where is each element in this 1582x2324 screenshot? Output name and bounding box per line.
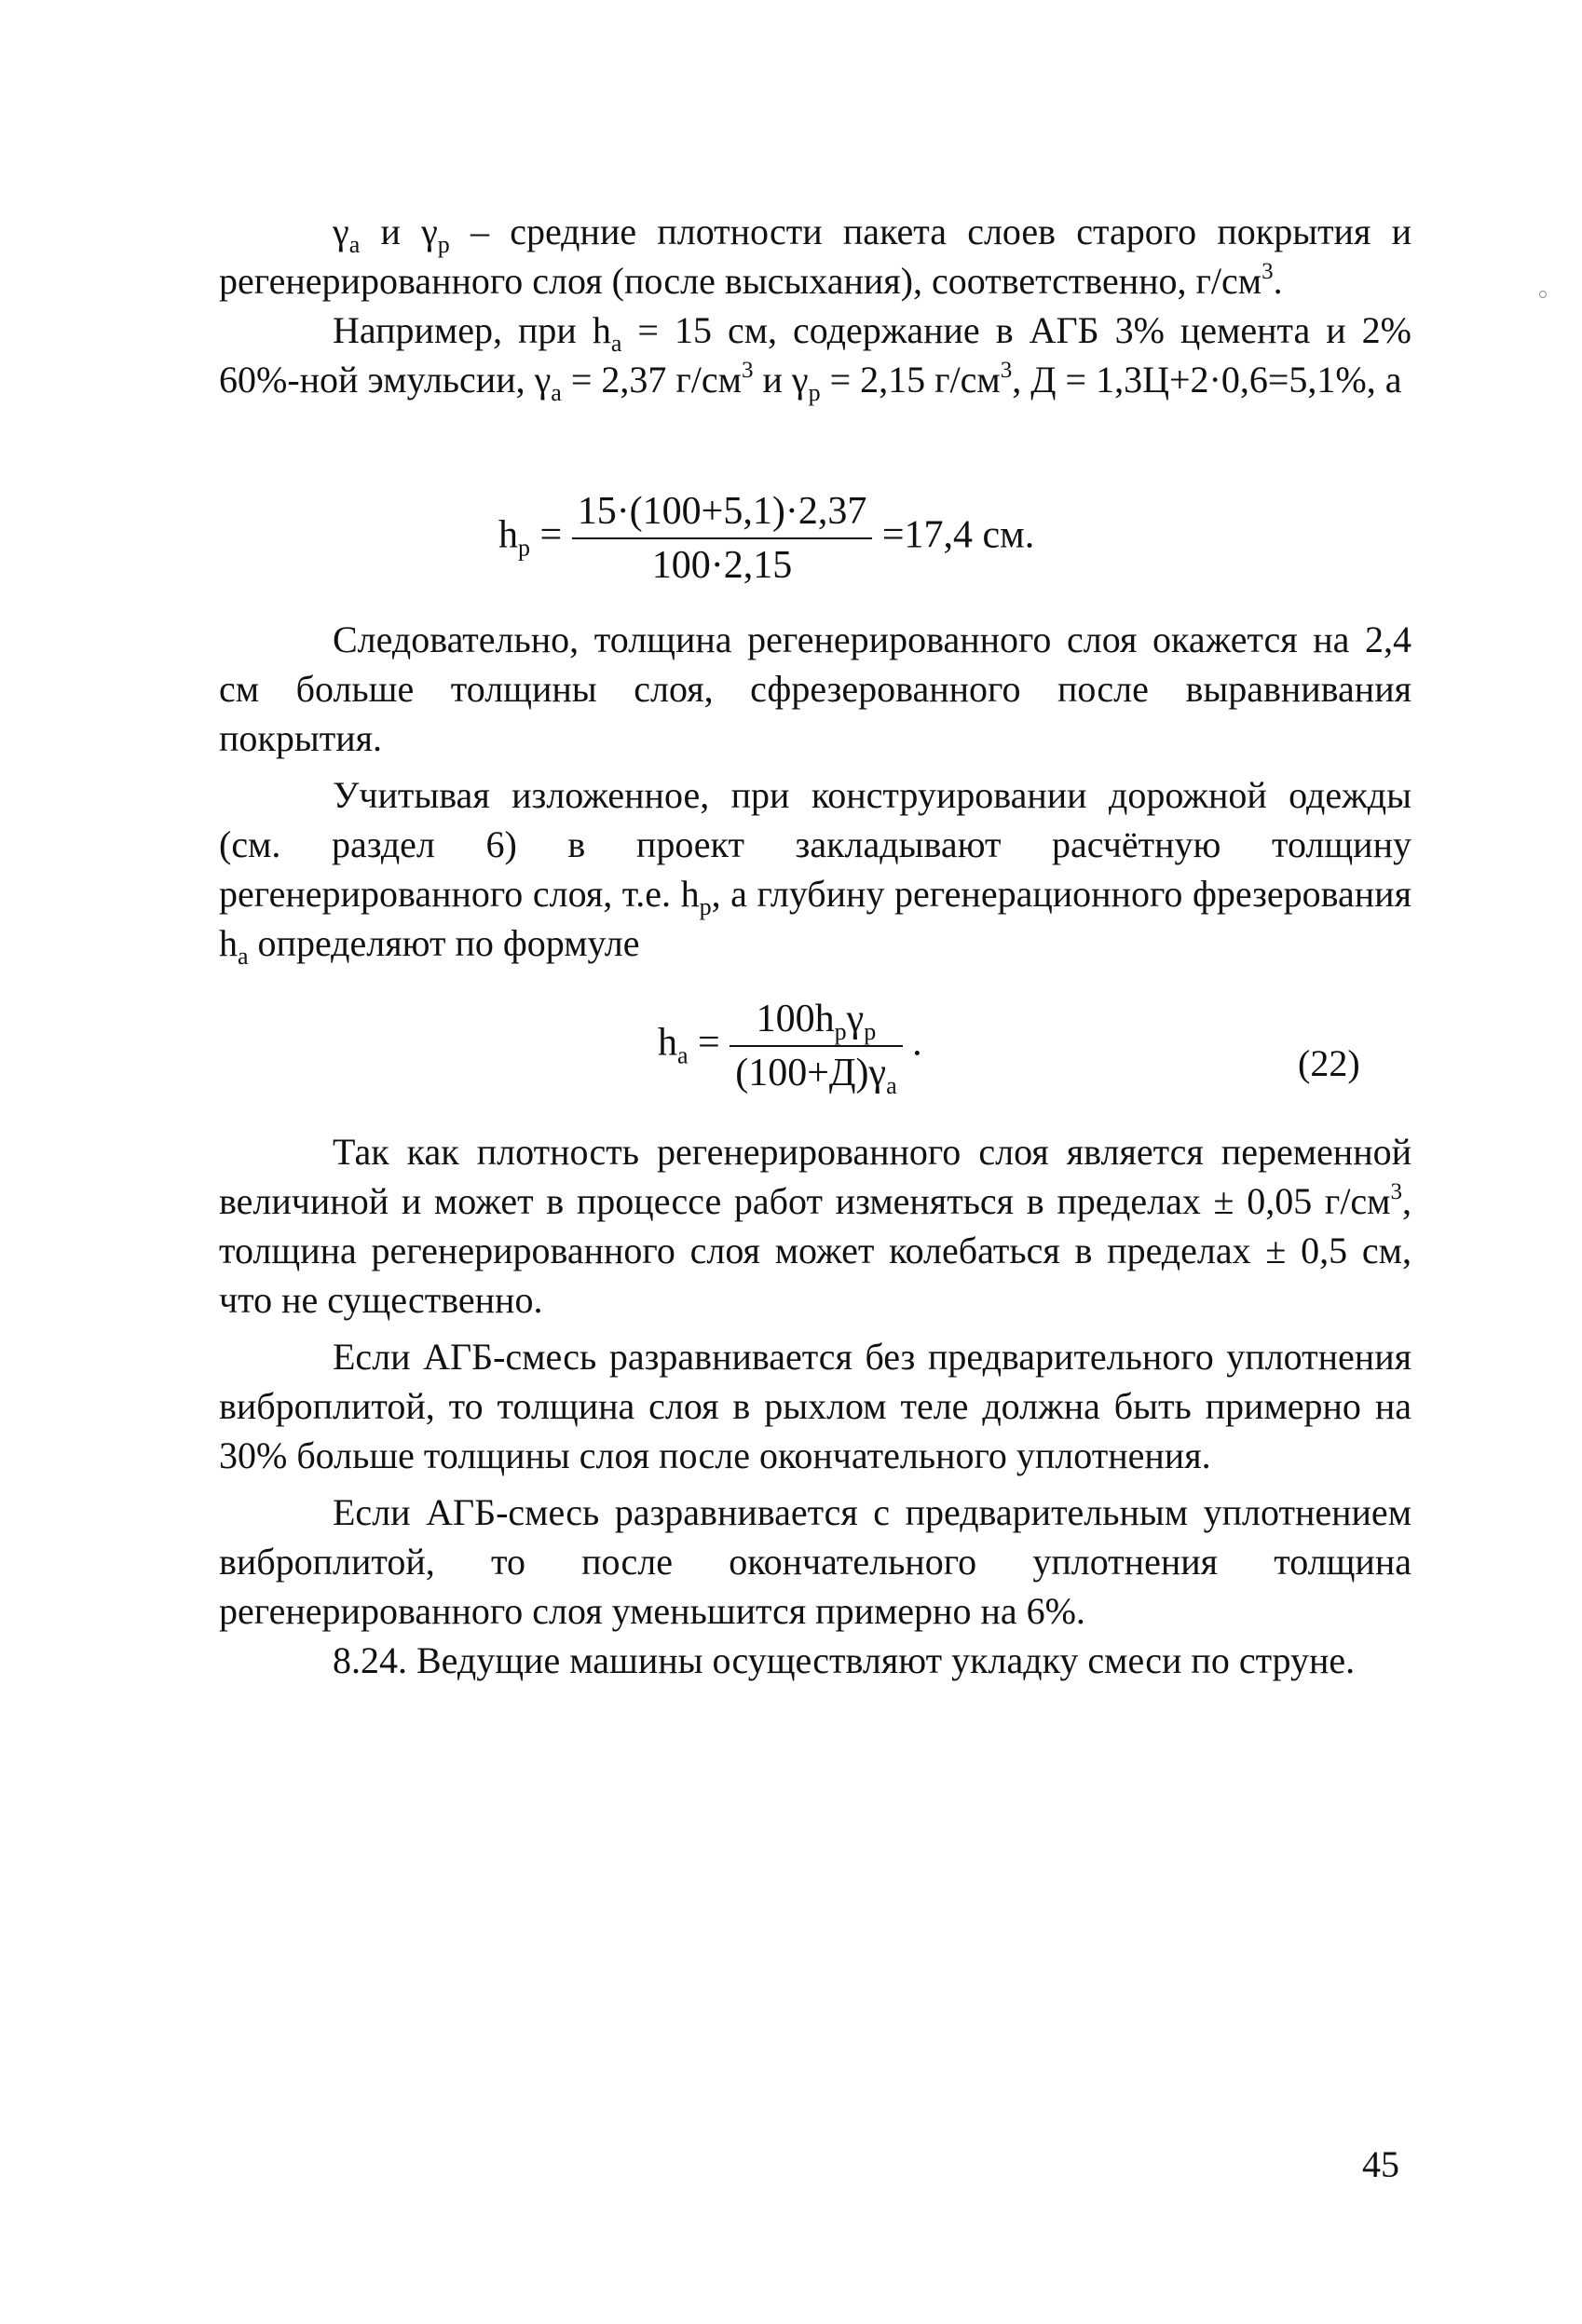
formula-hp: $h_р$ = $\frac{15\cdot(100+5,1)\cdot 2,37}{100\cdot 2,15}$ =17,4 см. bbox=[498, 490, 1035, 587]
formula-hp-denominator: 100·2,15 bbox=[651, 544, 793, 587]
paragraph-8-24: 8.24. Ведущие машины осуществляют укладку смеси по струне. bbox=[333, 1639, 1356, 1681]
formula-hp-numerator: 15·(100+5,1)·2,37 bbox=[572, 489, 873, 539]
formula-hp-fraction bbox=[572, 489, 873, 588]
formula-ha-fraction bbox=[730, 997, 902, 1099]
formula-ha-denominator: $(100+Д)\gamma_а$ bbox=[735, 1052, 897, 1099]
paragraph-without-compaction: Если АГБ-смесь разравнивается без предварительного уплотнения виброплитой, то толщина слоя в рыхлом теле должна быть примерно на 30% больше толщины слоя после окончательного уплотнения. bbox=[219, 1336, 1412, 1476]
paragraph-with-compaction: Если АГБ-смесь разравнивается с предварительным уплотнением виброплитой, то после окончательного уплотнения толщина регенерированного слоя уменьшится примерно на 6%. bbox=[219, 1491, 1412, 1632]
formula-ha: $h_а$ = $\frac{100h_р\gamma_р}{(100+Д)\gamma_а}$ . bbox=[658, 998, 922, 1099]
text-block-middle bbox=[219, 615, 1412, 968]
paragraph-density-variation: Так как плотность регенерированного слоя является переменной величиной и может в процессе работ изменяться в пределах ± 0,05 $г/см^3$, толщина регенерированного слоя может колебаться в пределах ± 0,5 см, что не существенно. bbox=[219, 1131, 1412, 1321]
formula-ha-numerator: $100h_р\gamma_р$ bbox=[730, 997, 902, 1047]
equation-number: (22) bbox=[1298, 1042, 1360, 1084]
paragraph-conclusion: Следовательно, толщина регенерированного слоя окажется на 2,4 см больше толщины слоя, сфрезерованного после выравнивания покрытия. bbox=[219, 618, 1412, 759]
text-block-top bbox=[219, 207, 1412, 404]
paragraph-gamma-definition: $\gamma_а$ и $\gamma_р$ – средние плотности пакета слоев старого покрытия и регенерированного слоя (после высыхания), соответственно, $г/см^3$. bbox=[219, 211, 1412, 302]
scan-speck bbox=[1539, 291, 1547, 298]
page-number: 45 bbox=[1362, 2143, 1399, 2185]
paragraph-example: Например, при $h_а = 15$ см, содержание в АГБ 3% цемента и 2% 60%-ной эмульсии, $\gamma_а = 2,37$ $г/см^3$ и $\gamma_р = 2,15$ $г/см^3$, Д = 1,3Ц+2·0,6=5,1%, а bbox=[219, 309, 1412, 406]
paragraph-design: Учитывая изложенное, при конструировании дорожной одежды (см. раздел 6) в проект закладывают расчётную толщину регенерированного слоя, т.е. $h_р$, а глубину регенерационного фрезерования $h_а$ определяют по формуле bbox=[219, 774, 1412, 970]
text-block-bottom bbox=[219, 1127, 1412, 1685]
